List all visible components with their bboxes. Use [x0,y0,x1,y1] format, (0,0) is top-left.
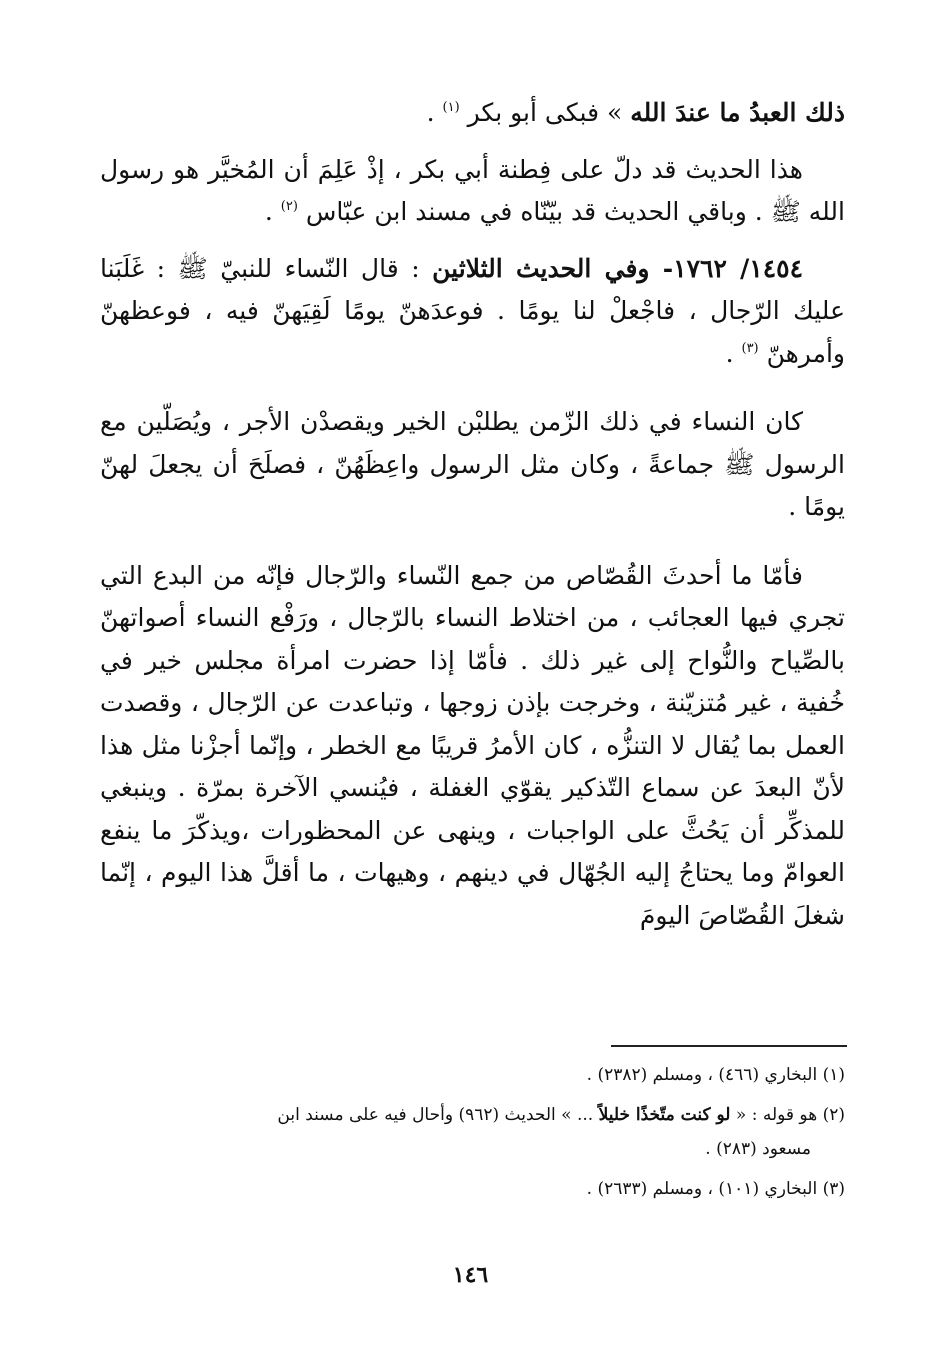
paragraph-end: . [725,338,742,368]
paragraph-commentary-2 [100,401,845,529]
footnotes [100,1058,845,1212]
hadith-quote-bold: ذلك العبدُ ما عندَ الله [630,98,845,127]
footnote-marker-1: (١) [442,100,460,115]
footnote-2-suffix: ... » الحديث (٩٦٢) وأحال فيه على مسند ابن [277,1105,599,1125]
hadith-heading-bold: ١٤٥٤/ ١٧٦٢- وفي الحديث الثلاثين [432,253,804,283]
footnote-marker-2: (٢) [280,199,298,214]
footnote-divider [611,1045,847,1047]
paragraph-hadith-30 [100,248,845,376]
paragraph-text: هذا الحديث قد دلّ على فِطنة أبي بكر ، إذْ عَلِمَ أن المُخيَّر هو رسول الله ﷺ . وباقي الحديث قد بيّنّاه في مسند ابن عبّاس [100,154,845,226]
main-text [100,92,845,937]
paragraph-text: » فبكى أبو بكر [467,98,631,127]
paragraph-end: . [426,98,443,127]
footnote-2 [100,1098,845,1166]
page-number: ١٤٦ [452,1262,489,1288]
footnote-1: (١) البخاري (٤٦٦) ، ومسلم (٢٣٨٢) . [586,1065,845,1085]
paragraph-commentary-1 [100,149,845,234]
footnote-2-continuation: مسعود (٢٨٣) . [705,1139,811,1159]
paragraph-commentary-3 [100,555,845,938]
paragraph-text: فأمّا ما أحدثَ القُصّاص من جمع النّساء والرّجال فإنّه من البدع التي تجري فيها العجائب ، من اختلاط النساء بالرّجال ، ورَفْع النساء أصواتهنّ بالصِّياح والنُّواح إلى غير ذلك . فأمّا إذا حضرت امرأة مجلس خير في خُفية ، غير مُتزيّنة ، وخرجت بإذن زوجها ، وتباعدت عن الرّجال ، وقصدت العمل بما يُقال لا التنزُّه ، كان الأمرُ قريبًا مع الخطر ، وإنّما أجزْنا مثل هذا لأنّ البعدَ عن سماع التّذكير يقوّي الغفلة ، فيُنسي الآخرة بمرّة . وينبغي للمذكِّر أن يَحُثَّ على الواجبات ، وينهى عن المحظورات ،ويذكّرَ ما ينفع العوامّ وما يحتاجُ إليه الجُهّال في دينهم ، وهيهات ، ما أقلَّ هذا اليوم ، إنّما شغلَ القُصّاصَ اليومَ [100,560,845,930]
paragraph-text: كان النساء في ذلك الزّمن يطلبْن الخير ويقصدْن الأجر ، ويُصَلّين مع الرسول ﷺ جماعةً ، وكان مثل الرسول واعِظَهُنّ ، فصلَحَ أن يجعلَ لهنّ يومًا . [100,407,845,521]
paragraph-text: : قال النّساء للنبيّ ﷺ : غَلَبَنا عليك الرّجال ، فاجْعلْ لنا يومًا . فوعدَهنّ يومًا لَقِيَهنّ فيه ، فوعظهنّ وأمرهنّ [100,253,845,368]
footnote-marker-3: (٣) [741,340,759,356]
footnote-3: (٣) البخاري (١٠١) ، ومسلم (٢٦٣٣) . [586,1179,845,1199]
footnote-2-bold: لو كنت متّخذًا خليلاً [598,1105,731,1125]
paragraph-hadith-ending [100,92,845,135]
paragraph-end: . [264,197,281,226]
footnote-2-prefix: (٢) هو قوله : « [730,1105,845,1125]
